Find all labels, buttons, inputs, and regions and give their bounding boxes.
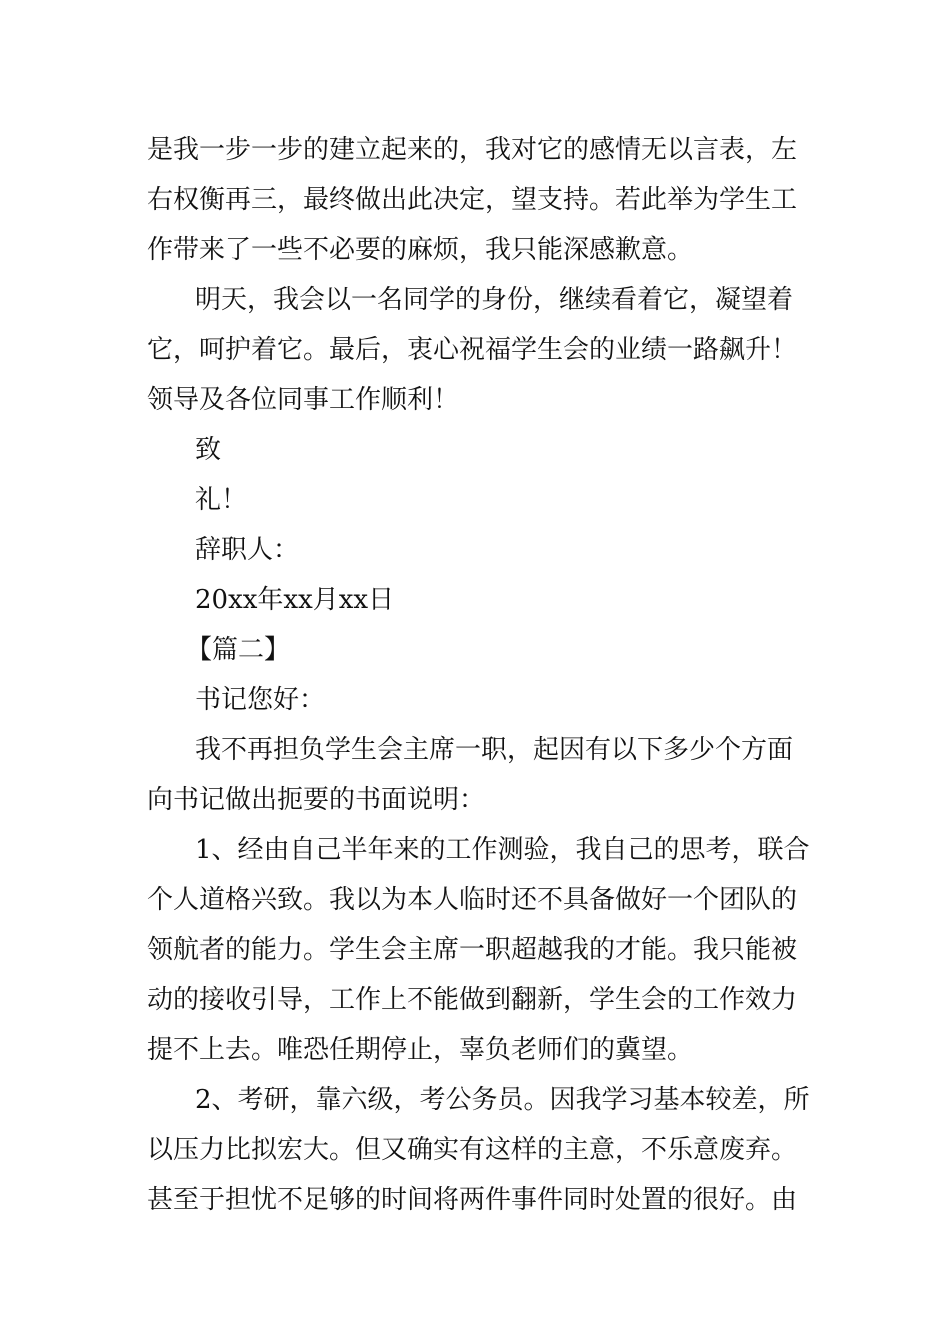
closing-line: 礼！ xyxy=(195,485,248,515)
body-text-line: 领导及各位同事工作顺利！ xyxy=(147,385,460,415)
closing-line: 致 xyxy=(195,435,222,465)
body-text-line: 1、经由自己半年来的工作测验，我自己的思考，联合 xyxy=(195,835,810,865)
salutation-line: 书记您好： xyxy=(195,685,326,715)
signature-line: 辞职人： xyxy=(195,535,300,565)
body-text-line: 作带来了一些不必要的麻烦，我只能深感歉意。 xyxy=(147,235,694,265)
body-text-line: 以压力比拟宏大。但又确实有这样的主意，不乐意废弃。 xyxy=(147,1135,798,1165)
body-text-line: 是我一步一步的建立起来的，我对它的感情无以言表，左 xyxy=(147,135,798,165)
body-text-line: 我不再担负学生会主席一职，起因有以下多少个方面 xyxy=(195,735,794,765)
body-text-line: 提不上去。唯恐任期停止，辜负老师们的冀望。 xyxy=(147,1035,694,1065)
body-text-line: 右权衡再三，最终做出此决定，望支持。若此举为学生工 xyxy=(147,185,798,215)
section-heading: 【篇二】 xyxy=(186,635,291,665)
body-text-line: 个人道格兴致。我以为本人临时还不具备做好一个团队的 xyxy=(147,885,798,915)
body-text-line: 它，呵护着它。最后，衷心祝福学生会的业绩一路飙升！ xyxy=(147,335,798,365)
body-text-line: 明天，我会以一名同学的身份，继续看着它，凝望着 xyxy=(195,285,794,315)
body-text-line: 甚至于担忧不足够的时间将两件事件同时处置的很好。由 xyxy=(147,1185,798,1215)
body-text-line: 领航者的能力。学生会主席一职超越我的才能。我只能被 xyxy=(147,935,798,965)
body-text-line: 向书记做出扼要的书面说明： xyxy=(147,785,486,815)
body-text-line: 2、考研，靠六级，考公务员。因我学习基本较差，所 xyxy=(195,1085,810,1115)
body-text-line: 动的接收引导，工作上不能做到翻新，学生会的工作效力 xyxy=(147,985,798,1015)
date-line: 20xx年xx月xx日 xyxy=(195,585,395,615)
